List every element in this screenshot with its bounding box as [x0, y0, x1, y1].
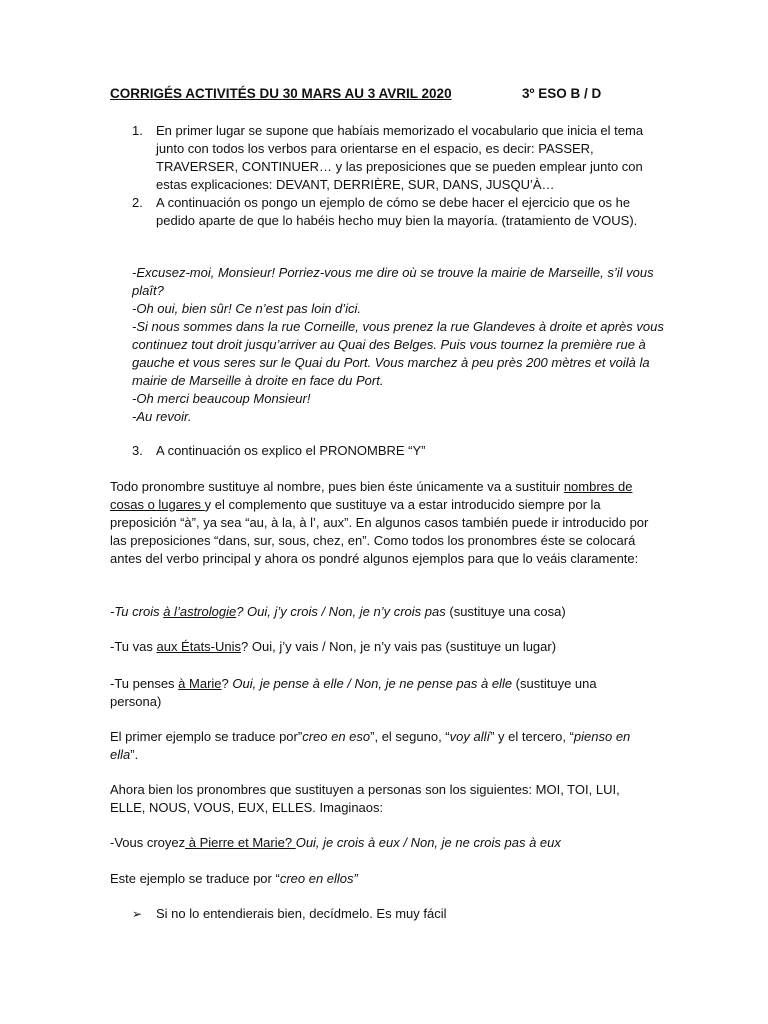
- text-run: creo en eso: [302, 729, 371, 744]
- text-run: ? Oui, j’y crois / Non, je n’y crois pas: [236, 604, 446, 619]
- text-run: El primer ejemplo se traduce por”: [110, 729, 303, 744]
- text-run: y el complemento que sustituye va a estar introducido siempre por la preposición “à”, ya sea “au, à la, à l’, aux”. En algunos casos también puede ir introducido por las preposiciones “dans, sur, sous, chez, en”. Como todos los pronombres éste se colocará antes del verbo principal y ahora os pondré algunos ejemplos para que lo veáis claramente:: [110, 497, 649, 566]
- list-item: [110, 442, 670, 460]
- list-number: 2.: [132, 195, 143, 210]
- underlined-text: à Marie: [178, 676, 222, 691]
- closing-bullet: [132, 905, 447, 923]
- text-run: ”, el seguno, “: [370, 729, 450, 744]
- arrow-bullet-icon: ➢: [132, 907, 143, 921]
- course-label: 3º ESO B / D: [522, 86, 602, 101]
- dialogue-line: -Au revoir.: [132, 409, 192, 424]
- text-run: (sustituye una persona): [110, 676, 597, 709]
- text-run: Todo pronombre sustituye al nombre, pues bien éste únicamente va a sustituir: [110, 479, 564, 494]
- dialogue-line: -Excusez-moi, Monsieur! Porriez-vous me dire où se trouve la mairie de Marseille, s’il vous plaît?: [132, 265, 654, 298]
- text-run: -Tu vas: [110, 639, 157, 654]
- text-run: pienso en ella: [110, 729, 631, 762]
- underlined-text: à Pierre et Marie?: [185, 835, 296, 850]
- dialogue-line: -Oh merci beaucoup Monsieur!: [132, 391, 311, 406]
- dialogue-line: -Oh oui, bien sûr! Ce n’est pas loin d’ici.: [132, 301, 362, 316]
- numbered-list: [110, 122, 670, 230]
- text-run: creo en ellos”: [279, 871, 358, 886]
- example-3: [110, 675, 650, 711]
- list-number: 3.: [132, 443, 143, 458]
- text-run: -Vous croyez: [110, 835, 186, 850]
- text-run: ” y el tercero, “: [490, 729, 574, 744]
- text-run: (sustituye una cosa): [445, 604, 566, 619]
- numbered-list-item-3: [110, 442, 670, 460]
- title-text: CORRIGÉS ACTIVITÉS DU 30 MARS AU 3 AVRIL 2020: [110, 86, 452, 101]
- underlined-text: à l’astrologie: [163, 604, 237, 619]
- list-item-text: A continuación os explico el PRONOMBRE “Y”: [156, 443, 426, 458]
- text-run: Oui, je crois à eux / Non, je ne crois pas à eux: [295, 835, 561, 850]
- page-title: [110, 86, 678, 104]
- dialogue-line: -Si nous sommes dans la rue Corneille, vous prenez la rue Glandeves à droite et après vous continuez tout droit jusqu’arriver au Quai des Belges. Puis vous tournez la première rue à gauche et vous seres sur le Quai du Port. Vous marchez à peu près 200 mètres et voilà la mairie de Marseille à droite en face du Port.: [132, 319, 664, 388]
- text-run: -Tu crois: [110, 604, 164, 619]
- list-item-text: En primer lugar se supone que habíais memorizado el vocabulario que inicia el tema junto con todos los verbos para orientarse en el espacio, es decir: PASSER, TRAVERSER, CONTINUER… y las preposiciones que se pueden emplear junto con estas explicaciones: DEVANT, DERRIÈRE, SUR, DANS, JUSQU’À…: [156, 123, 644, 192]
- example-4: [110, 834, 650, 852]
- list-item-text: A continuación os pongo un ejemplo de cómo se debe hacer el ejercicio que os he pedido aparte de que lo habéis hecho muy bien la mayoría. (tratamiento de VOUS).: [156, 195, 638, 228]
- example-2: [110, 638, 650, 656]
- example-1: [110, 603, 650, 621]
- list-item: [110, 122, 670, 194]
- underlined-text: nombres de cosas o lugares: [110, 479, 633, 512]
- text-run: ?: [221, 676, 229, 691]
- translation-paragraph: [110, 728, 650, 764]
- bullet-text: Si no lo entendierais bien, decídmelo. Es muy fácil: [156, 906, 447, 921]
- list-number: 1.: [132, 123, 143, 138]
- text-run: Oui, je pense à elle / Non, je ne pense pas à elle: [228, 676, 513, 691]
- text-run: ? Oui, j’y vais / Non, je n’y vais pas (sustituye un lugar): [241, 639, 557, 654]
- underlined-text: aux États-Unis: [156, 639, 242, 654]
- list-item: [110, 194, 670, 230]
- dialogue-example: [132, 264, 670, 426]
- text-run: voy allí: [449, 729, 491, 744]
- persons-pronouns-paragraph: Ahora bien los pronombres que sustituyen a personas son los siguientes: MOI, TOI, LUI, ELLE, NOUS, VOUS, EUX, ELLES. Imaginaos:: [110, 782, 620, 815]
- translation-example-4: [110, 870, 650, 888]
- text-run: ”.: [130, 747, 139, 762]
- text-run: -Tu penses: [110, 676, 179, 691]
- text-run: Este ejemplo se traduce por “: [110, 871, 280, 886]
- pronoun-explanation: [110, 478, 650, 568]
